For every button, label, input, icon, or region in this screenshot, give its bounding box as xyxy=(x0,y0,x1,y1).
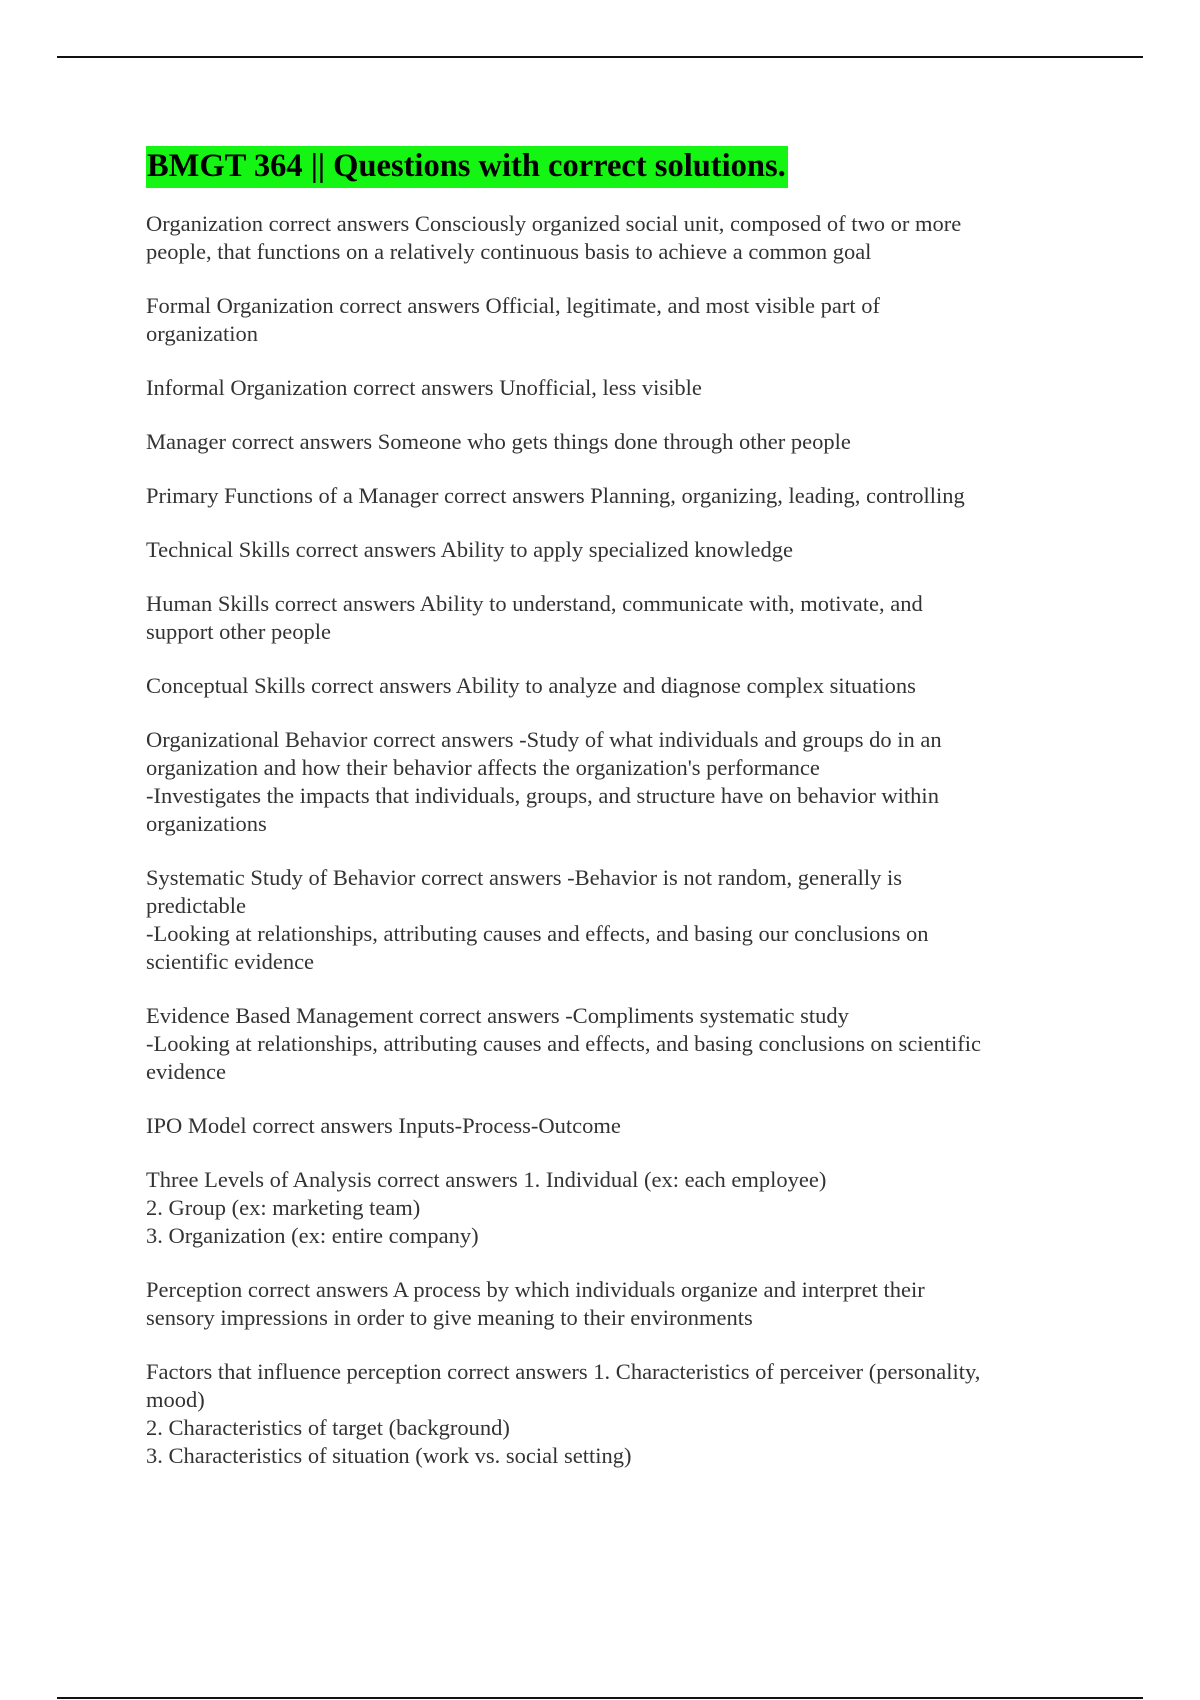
header-rule xyxy=(57,56,1143,58)
qa-entry-line: organization xyxy=(146,321,259,346)
qa-entry-line: Factors that influence perception correct answers 1. Characteristics of perceiver (personality, xyxy=(146,1359,981,1384)
qa-entry xyxy=(146,1276,1076,1332)
qa-entry-line: -Looking at relationships, attributing causes and effects, and basing our conclusions on xyxy=(146,921,929,946)
qa-entry-line: -Looking at relationships, attributing causes and effects, and basing conclusions on scientific xyxy=(146,1031,982,1056)
qa-entry-line: 3. Organization (ex: entire company) xyxy=(146,1223,479,1248)
qa-entry xyxy=(146,292,1076,348)
qa-entry-line: Evidence Based Management correct answers -Compliments systematic study xyxy=(146,1003,849,1028)
qa-entry xyxy=(146,536,1076,564)
qa-entry xyxy=(146,428,1076,456)
qa-entry-line: support other people xyxy=(146,619,331,644)
qa-entry-line: mood) xyxy=(146,1387,205,1412)
qa-entry xyxy=(146,1112,1076,1140)
qa-entry-line: Three Levels of Analysis correct answers 1. Individual (ex: each employee) xyxy=(146,1167,827,1192)
document-title: BMGT 364 || Questions with correct solutions. xyxy=(146,146,788,188)
qa-entry xyxy=(146,210,1076,266)
qa-entry-line: sensory impressions in order to give meaning to their environments xyxy=(146,1305,753,1330)
qa-entry-line: organizations xyxy=(146,811,267,836)
qa-entry-line: IPO Model correct answers Inputs-Process-Outcome xyxy=(146,1113,621,1138)
qa-entry-line: -Investigates the impacts that individuals, groups, and structure have on behavior within xyxy=(146,783,939,808)
qa-entry-line: Primary Functions of a Manager correct answers Planning, organizing, leading, controlling xyxy=(146,483,965,508)
qa-entry-line: Systematic Study of Behavior correct answers -Behavior is not random, generally is xyxy=(146,865,903,890)
qa-entry-line: 2. Group (ex: marketing team) xyxy=(146,1195,421,1220)
qa-list xyxy=(146,210,1076,1470)
qa-entry-line: Human Skills correct answers Ability to understand, communicate with, motivate, and xyxy=(146,591,923,616)
qa-entry-line: 2. Characteristics of target (background) xyxy=(146,1415,510,1440)
footer-rule xyxy=(57,1697,1143,1699)
qa-entry xyxy=(146,1002,1076,1086)
qa-entry xyxy=(146,1166,1076,1250)
qa-entry xyxy=(146,672,1076,700)
qa-entry-line: predictable xyxy=(146,893,246,918)
qa-entry-line: evidence xyxy=(146,1059,226,1084)
qa-entry-line: Organizational Behavior correct answers -Study of what individuals and groups do in an xyxy=(146,727,942,752)
qa-entry-line: Conceptual Skills correct answers Ability to analyze and diagnose complex situations xyxy=(146,673,916,698)
qa-entry-line: scientific evidence xyxy=(146,949,315,974)
qa-entry xyxy=(146,482,1076,510)
qa-entry xyxy=(146,590,1076,646)
qa-entry-line: Manager correct answers Someone who gets things done through other people xyxy=(146,429,851,454)
qa-entry xyxy=(146,726,1076,838)
qa-entry xyxy=(146,1358,1076,1470)
qa-entry-line: Informal Organization correct answers Unofficial, less visible xyxy=(146,375,702,400)
qa-entry-line: Technical Skills correct answers Ability to apply specialized knowledge xyxy=(146,537,793,562)
qa-entry-line: Organization correct answers Consciously organized social unit, composed of two or more xyxy=(146,211,962,236)
qa-entry-line: Formal Organization correct answers Official, legitimate, and most visible part of xyxy=(146,293,880,318)
qa-entry-line: organization and how their behavior affects the organization's performance xyxy=(146,755,820,780)
qa-entry-line: Perception correct answers A process by which individuals organize and interpret their xyxy=(146,1277,925,1302)
document-body xyxy=(146,146,1076,1496)
qa-entry xyxy=(146,864,1076,976)
qa-entry-line: 3. Characteristics of situation (work vs. social setting) xyxy=(146,1443,632,1468)
qa-entry xyxy=(146,374,1076,402)
qa-entry-line: people, that functions on a relatively continuous basis to achieve a common goal xyxy=(146,239,872,264)
